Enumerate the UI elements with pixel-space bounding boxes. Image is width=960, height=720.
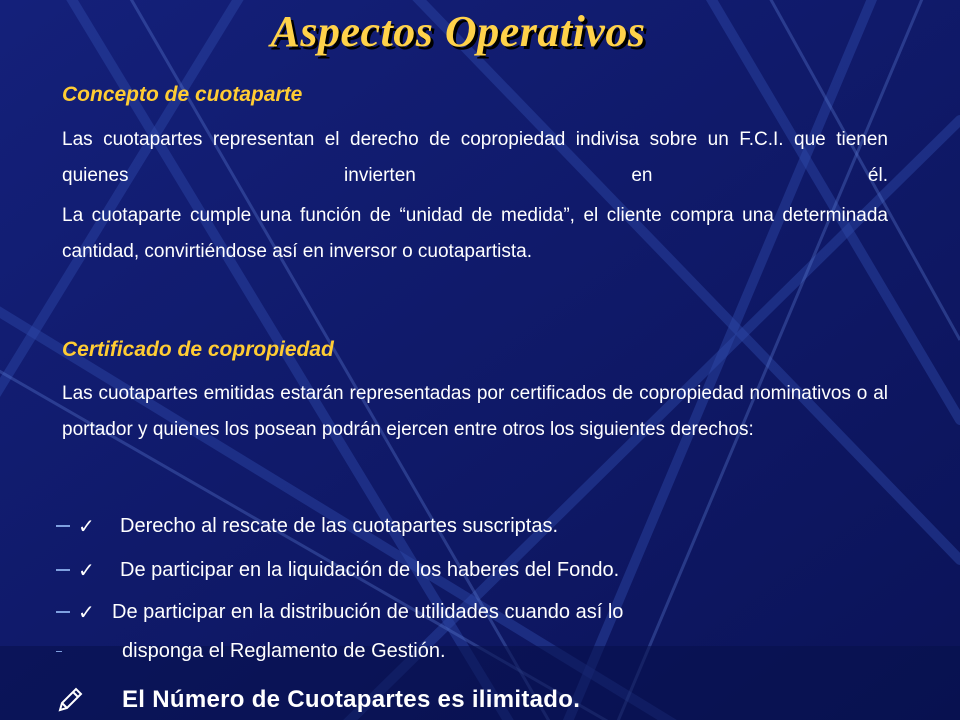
rights-item-continuation — [56, 634, 446, 668]
pencil-icon — [56, 686, 84, 714]
conclusion-line — [56, 682, 580, 718]
rights-item — [56, 553, 619, 587]
paragraph-certificado: Las cuotapartes emitidas estarán representadas por certificados de copropiedad nominativos o al portador y quienes los posean podrán ejercen entre otros los siguientes derechos: — [62, 383, 888, 440]
paragraph-concepto-2: La cuotaparte cumple una función de “unidad de medida”, el cliente compra una determinada cantidad, convirtiéndose así en inversor o cuotapartista. — [62, 205, 888, 262]
slide-title: Aspectos Operativos — [270, 7, 646, 56]
checkmark-icon: ✓ — [78, 601, 95, 624]
checkmark-icon: ✓ — [78, 515, 95, 538]
dash-bullet-icon — [56, 569, 70, 571]
dash-bullet-icon — [56, 525, 70, 527]
paragraph-concepto-1: Las cuotapartes representan el derecho de copropiedad indivisa sobre un F.C.I. que tienen quienes invierten en él. — [62, 129, 888, 186]
checkmark-icon: ✓ — [78, 559, 95, 582]
dash-bullet-icon — [56, 611, 70, 613]
rights-item-text: disponga el Reglamento de Gestión. — [122, 639, 446, 662]
dash-bullet-icon — [56, 651, 62, 652]
rights-item-text: De participar en la distribución de utilidades cuando así lo — [112, 600, 624, 623]
heading-certificado: Certificado de copropiedad — [62, 338, 334, 361]
rights-item-text: De participar en la liquidación de los haberes del Fondo. — [120, 558, 620, 581]
conclusion-text: El Número de Cuotapartes es ilimitado. — [122, 686, 581, 713]
rights-item — [56, 595, 623, 629]
heading-concepto: Concepto de cuotaparte — [62, 83, 303, 106]
rights-item — [56, 509, 558, 543]
rights-item-text: Derecho al rescate de las cuotapartes suscriptas. — [120, 514, 558, 537]
